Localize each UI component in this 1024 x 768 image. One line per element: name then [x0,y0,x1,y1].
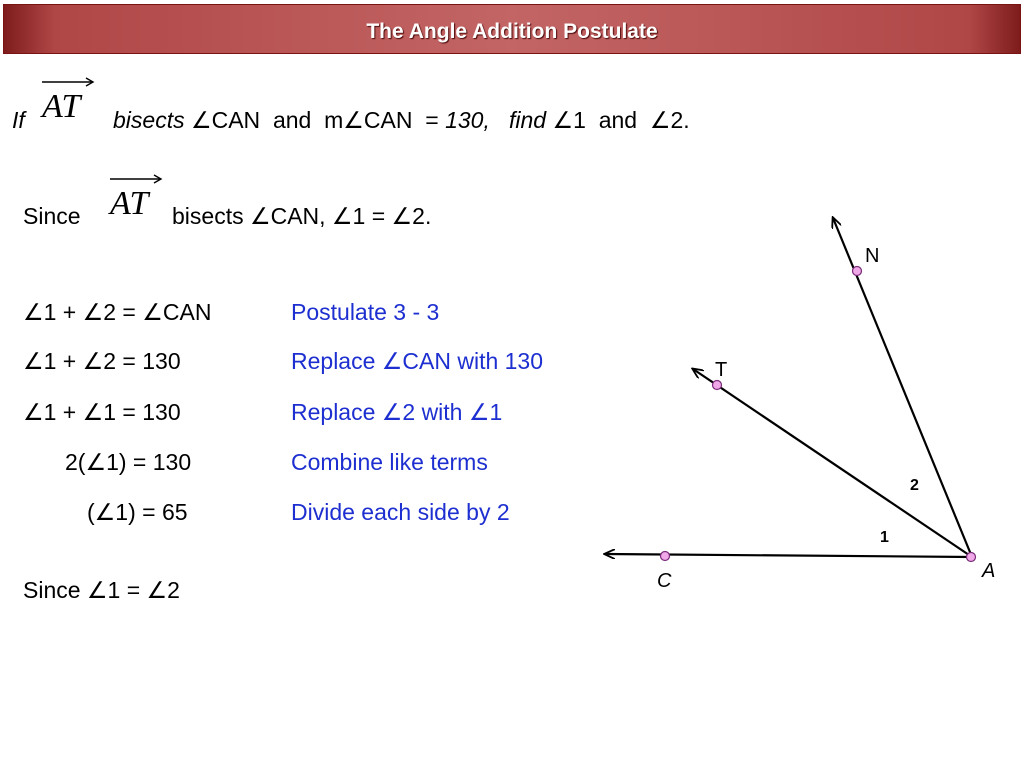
point-a [967,553,976,562]
m-text: m [324,107,344,133]
angle-label-1: 1 [880,529,889,546]
label-n: N [865,245,880,267]
angle-symbol-3: ∠ [552,107,574,133]
label-a: A [982,560,996,582]
point-n [853,267,862,276]
find-text: find [509,107,547,133]
label-t: T [715,359,728,381]
angle-symbol-2: ∠ [343,107,364,133]
step-1-reason: Postulate 3 - 3 [291,299,440,325]
bisects-text: bisects [113,107,185,133]
can-text-2: CAN [363,107,413,133]
step-3-left: ∠1 + ∠1 = 130 [23,399,181,425]
can-text: CAN [211,107,261,133]
step-5-left: (∠1) = 65 [87,499,188,525]
one-text: 1 [573,107,586,133]
since-rest: bisects ∠CAN, ∠1 = ∠2. [172,203,432,229]
step-2-reason: Replace ∠CAN with 130 [291,348,544,374]
angle-symbol-4: ∠ [649,107,671,133]
step-2-left: ∠1 + ∠2 = 130 [23,348,181,374]
step-1-left: ∠1 + ∠2 = ∠CAN [23,299,212,325]
step-5-reason: Divide each side by 2 [291,499,510,525]
slide-title: The Angle Addition Postulate [366,20,658,43]
value-text: 130, [445,107,490,133]
point-t [713,381,722,390]
and-text-2: and [598,107,638,133]
step-4-reason: Combine like terms [291,449,488,475]
label-c: C [657,570,672,592]
point-c [661,552,670,561]
step-4-left: 2(∠1) = 130 [65,449,192,475]
angle-symbol: ∠ [190,107,212,133]
and-text-1: and [272,107,312,133]
ray-at-since-label: AT [110,185,149,222]
conclusion: Since ∠1 = ∠2 [23,577,180,603]
angle-label-2: 2 [910,477,919,494]
equals-text: = [425,107,439,133]
ray-at-problem-label: AT [42,88,81,125]
ray-at [693,369,972,557]
two-text: 2. [670,107,690,133]
step-3-reason: Replace ∠2 with ∠1 [291,399,503,425]
if-text: If [12,107,25,133]
since-label: Since [23,203,81,229]
